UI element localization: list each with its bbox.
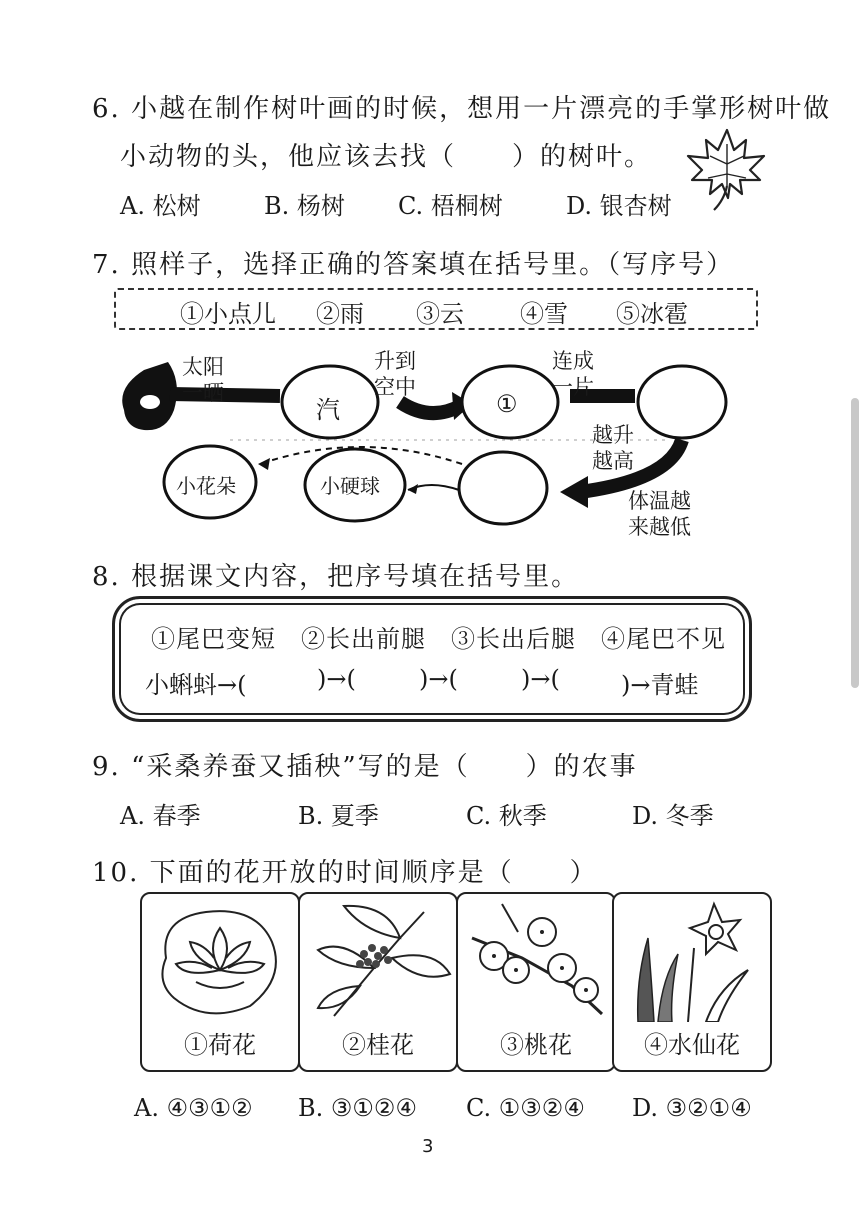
q7-choice-2: ②雨 bbox=[316, 300, 364, 328]
label-colder-1: 体温越 bbox=[628, 489, 691, 513]
label-rise-2: 空中 bbox=[374, 375, 416, 399]
node-vapor: 汽 bbox=[316, 396, 340, 424]
node-flower: 小花朵 bbox=[176, 474, 236, 498]
q9-stem: 9. “采桑养蚕又插秧”写的是（ ）的农事 bbox=[92, 752, 638, 782]
q10-option-a: A. ④③①② bbox=[134, 1094, 253, 1122]
q8-box bbox=[112, 596, 752, 722]
q7-choice-5: ⑤冰雹 bbox=[616, 300, 688, 328]
label-higher-2: 越高 bbox=[592, 449, 634, 473]
q8-stem: 8. 根据课文内容，把序号填在括号里。 bbox=[92, 562, 580, 592]
label-join-1: 连成 bbox=[552, 349, 594, 373]
q7-choice-4: ④雪 bbox=[520, 300, 568, 328]
q10-option-d: D. ③②①④ bbox=[632, 1094, 752, 1122]
q7-choice-3: ③云 bbox=[416, 300, 464, 328]
label-join-2: 一片 bbox=[552, 375, 594, 399]
q7-choice-box bbox=[114, 288, 758, 330]
flower-label-peach: ③桃花 bbox=[500, 1031, 572, 1059]
flower-card-peach bbox=[456, 892, 616, 1072]
q6-option-a: A. 松树 bbox=[120, 192, 201, 220]
q10-stem: 10. 下面的花开放的时间顺序是（ ） bbox=[92, 858, 598, 888]
label-higher-1: 越升 bbox=[592, 423, 634, 447]
flower-card-narcissus bbox=[612, 892, 772, 1072]
q9-option-c: C. 秋季 bbox=[466, 802, 547, 830]
page-number: 3 bbox=[422, 1136, 434, 1157]
q9-option-a: A. 春季 bbox=[120, 802, 201, 830]
narcissus-icon bbox=[618, 898, 766, 1022]
peach-blossom-icon bbox=[462, 898, 610, 1022]
lotus-icon bbox=[146, 898, 294, 1022]
q10-option-c: C. ①③②④ bbox=[466, 1094, 585, 1122]
q7-choice-1: ①小点儿 bbox=[180, 300, 276, 328]
label-sun-1: 太阳 bbox=[182, 355, 224, 379]
q8-start: 小蝌蚪→( bbox=[145, 671, 247, 699]
label-rise-1: 升到 bbox=[374, 349, 416, 373]
q8-blank-2: )→( bbox=[419, 665, 458, 693]
flower-card-osmanthus bbox=[298, 892, 458, 1072]
maple-leaf-icon bbox=[684, 124, 770, 214]
flower-label-narcissus: ④水仙花 bbox=[644, 1031, 740, 1059]
flower-label-osmanthus: ②桂花 bbox=[342, 1031, 414, 1059]
label-sun-2: 一晒 bbox=[182, 381, 224, 405]
label-colder-2: 来越低 bbox=[628, 515, 691, 539]
q6-option-b: B. 杨树 bbox=[264, 192, 345, 220]
osmanthus-icon bbox=[304, 898, 452, 1022]
node-hail: 小硬球 bbox=[320, 474, 380, 498]
scrollbar[interactable] bbox=[851, 398, 859, 688]
node-dots: ① bbox=[496, 390, 518, 418]
q9-option-d: D. 冬季 bbox=[632, 802, 714, 830]
q10-option-b: B. ③①②④ bbox=[298, 1094, 417, 1122]
q7-stem: 7. 照样子，选择正确的答案填在括号里。（写序号） bbox=[92, 250, 735, 280]
flower-label-lotus: ①荷花 bbox=[184, 1031, 256, 1059]
q6-line1: 6. 小越在制作树叶画的时候，想用一片漂亮的手掌形树叶做 bbox=[92, 94, 832, 124]
q6-option-d: D. 银杏树 bbox=[566, 192, 672, 220]
q6-option-c: C. 梧桐树 bbox=[398, 192, 503, 220]
q8-items: ①尾巴变短 ②长出前腿 ③长出后腿 ④尾巴不见 bbox=[151, 625, 726, 653]
q8-end: )→青蛙 bbox=[621, 671, 699, 699]
q9-option-b: B. 夏季 bbox=[298, 802, 379, 830]
q6-line2: 小动物的头，他应该去找（ ）的树叶。 bbox=[120, 142, 653, 172]
q8-blank-3: )→( bbox=[521, 665, 560, 693]
flower-card-lotus bbox=[140, 892, 300, 1072]
q8-blank-1: )→( bbox=[317, 665, 356, 693]
